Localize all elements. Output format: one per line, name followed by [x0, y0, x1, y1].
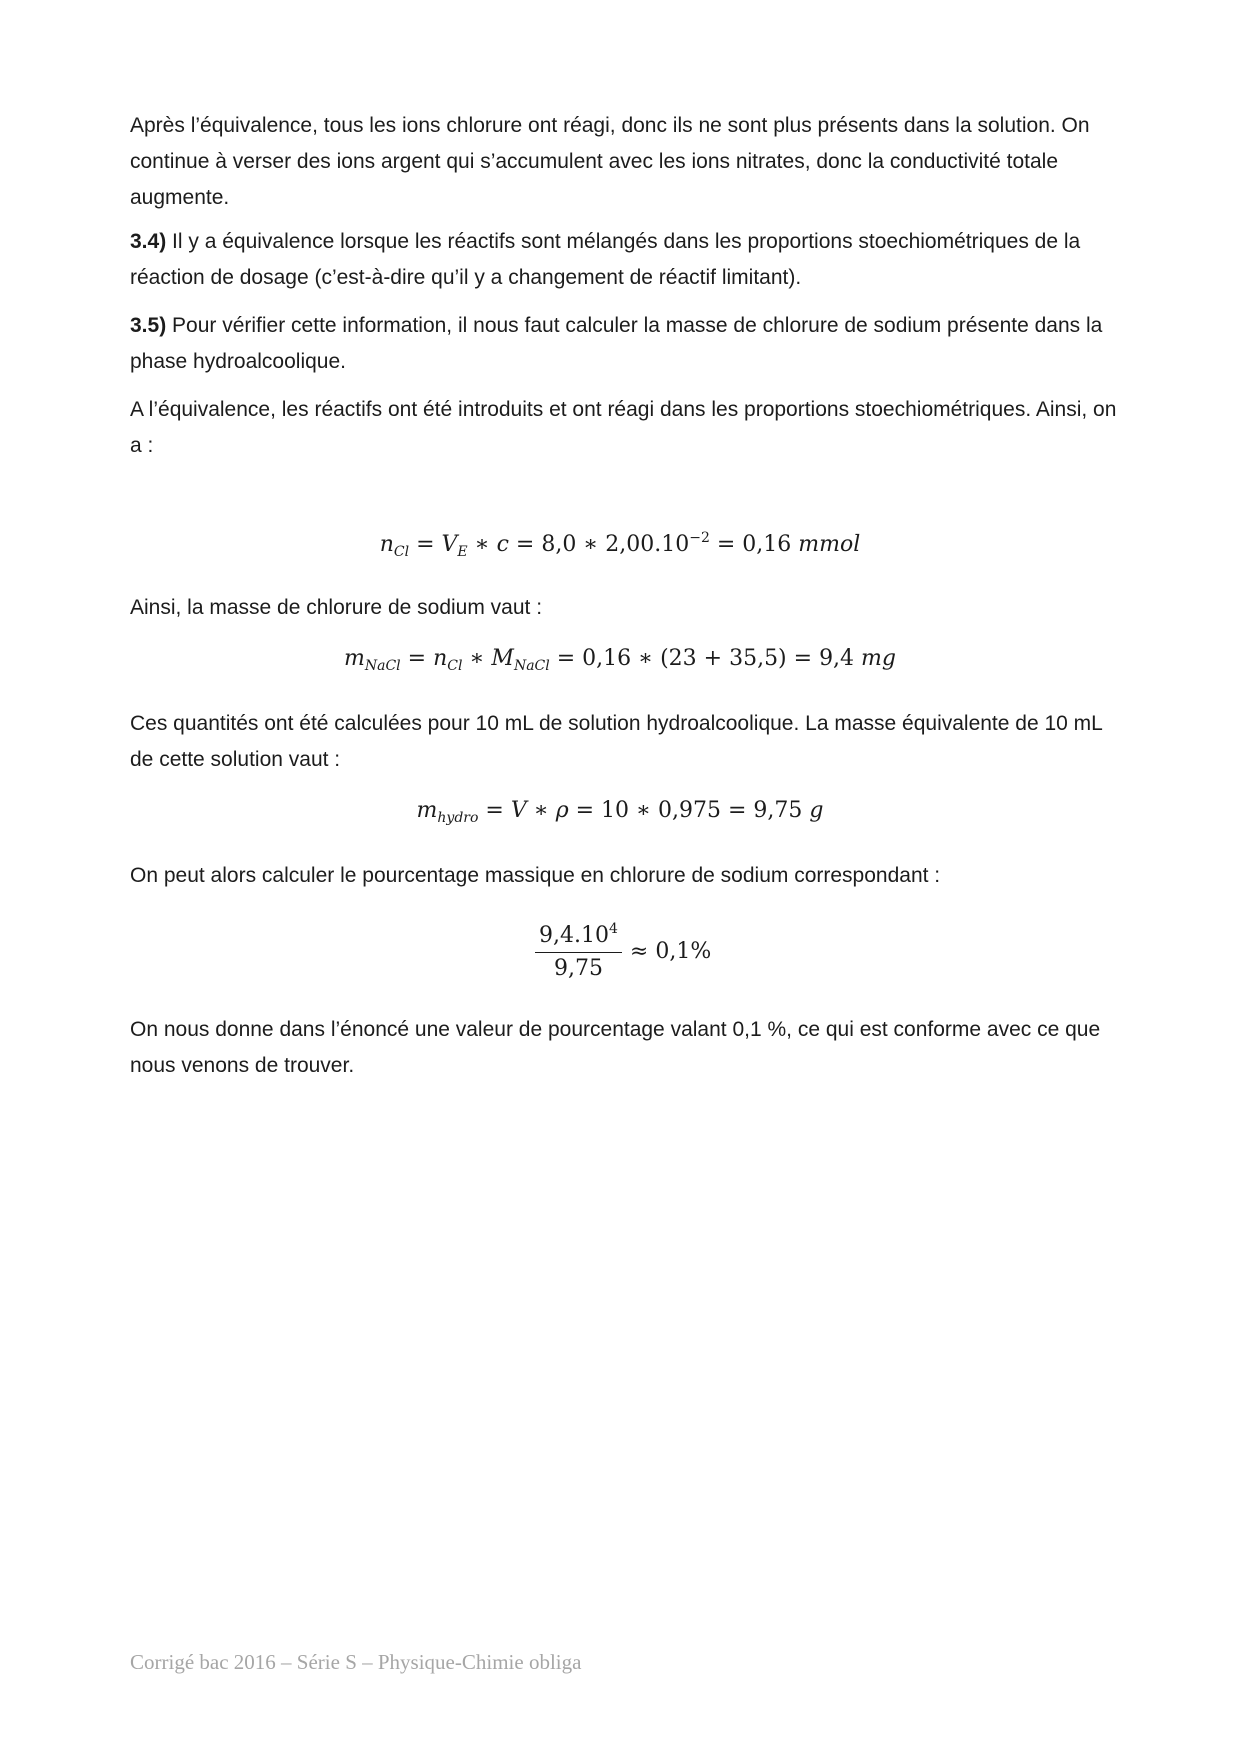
page-footer: Corrigé bac 2016 – Série S – Physique-Chimie obliga [130, 1650, 582, 1674]
eq3-m-sub: hydro [437, 810, 479, 826]
eq1-equals: = [409, 532, 442, 557]
eq1-v: V [441, 532, 458, 557]
eq3-times: ∗ [526, 798, 556, 823]
eq2-n-sub: Cl [447, 658, 463, 674]
paragraph-question-3-4 [130, 224, 1120, 296]
paragraph-mass-sodium-chloride: Ainsi, la masse de chlorure de sodium vaut : [130, 596, 543, 619]
paragraph-question-3-5 [130, 308, 1120, 380]
eq2-n: n [433, 646, 448, 671]
eq1-times: ∗ [467, 532, 497, 557]
fraction-denominator: 9,75 [553, 956, 603, 981]
eq2-M: M [491, 646, 514, 671]
equation-mass-hydro [0, 798, 1240, 826]
eq3-result: = 10 ∗ 0,975 = 9,75 [568, 798, 810, 823]
paragraph-equivalence-proportions: A l’équivalence, les réactifs ont été introduits et ont réagi dans les proportions stoechiométriques. Ainsi, on a : [130, 398, 1117, 457]
eq2-result: = 0,16 ∗ (23 + 35,5) = 9,4 [549, 646, 862, 671]
paragraph-after-equivalence: Après l’équivalence, tous les ions chlorure ont réagi, donc ils ne sont plus présents dans la solution. On continue à verser des ions argent qui s’accumulent avec les ions nitrates, donc la conductivité totale augmente. [130, 114, 1090, 209]
eq2-m: m [343, 646, 365, 671]
eq1-exponent: −2 [689, 530, 710, 546]
eq2-unit: mg [861, 646, 896, 671]
question-number-3-4: 3.4) [130, 230, 167, 253]
eq1-result: = 0,16 [709, 532, 799, 557]
eq2-equals: = [400, 646, 434, 671]
question-number-3-5: 3.5) [130, 314, 167, 337]
eq3-unit: g [809, 798, 824, 823]
eq1-numeric: = 8,0 ∗ 2,00.10 [508, 532, 690, 557]
answer-text-3-5: Pour vérifier cette information, il nous faut calculer la masse de chlorure de sodium présente dans la phase hydroalcoolique. [130, 314, 1103, 373]
eq2-times: ∗ [462, 646, 492, 671]
fraction [535, 921, 622, 981]
eq1-c: c [496, 532, 509, 557]
equation-percentage-fraction [535, 916, 711, 986]
eq1-unit: mmol [798, 532, 861, 557]
eq2-M-sub: NaCl [513, 658, 550, 674]
eq3-equals: = [478, 798, 511, 823]
equation-mass-nacl [0, 646, 1240, 674]
eq2-m-sub: NaCl [364, 658, 401, 674]
paragraph-quantities-calculated: Ces quantités ont été calculées pour 10 mL de solution hydroalcoolique. La masse équivalente de 10 mL de cette solution vaut : [130, 712, 1103, 771]
eq3-m: m [416, 798, 438, 823]
eq1-n-sub: Cl [393, 544, 410, 560]
eq1-n: n [379, 532, 394, 557]
paragraph-mass-percentage: On peut alors calculer le pourcentage massique en chlorure de sodium correspondant : [130, 864, 941, 887]
eq3-rho: ρ [555, 798, 569, 823]
paragraph-conclusion: On nous donne dans l’énoncé une valeur de pourcentage valant 0,1 %, ce qui est conforme avec ce que nous venons de trouver. [130, 1018, 1101, 1077]
eq3-v: V [510, 798, 527, 823]
fraction-result: ≈ 0,1% [629, 938, 712, 964]
answer-text-3-4: Il y a équivalence lorsque les réactifs sont mélangés dans les proportions stoechiométriques de la réaction de dosage (c’est-à-dire qu’il y a changement de réactif limitant). [130, 230, 1081, 289]
equation-moles-chloride [0, 530, 1240, 560]
fraction-numerator [535, 921, 622, 953]
eq1-v-sub: E [457, 544, 468, 560]
numerator-value: 9,4.10 [539, 923, 609, 948]
numerator-exponent: 4 [608, 921, 618, 937]
